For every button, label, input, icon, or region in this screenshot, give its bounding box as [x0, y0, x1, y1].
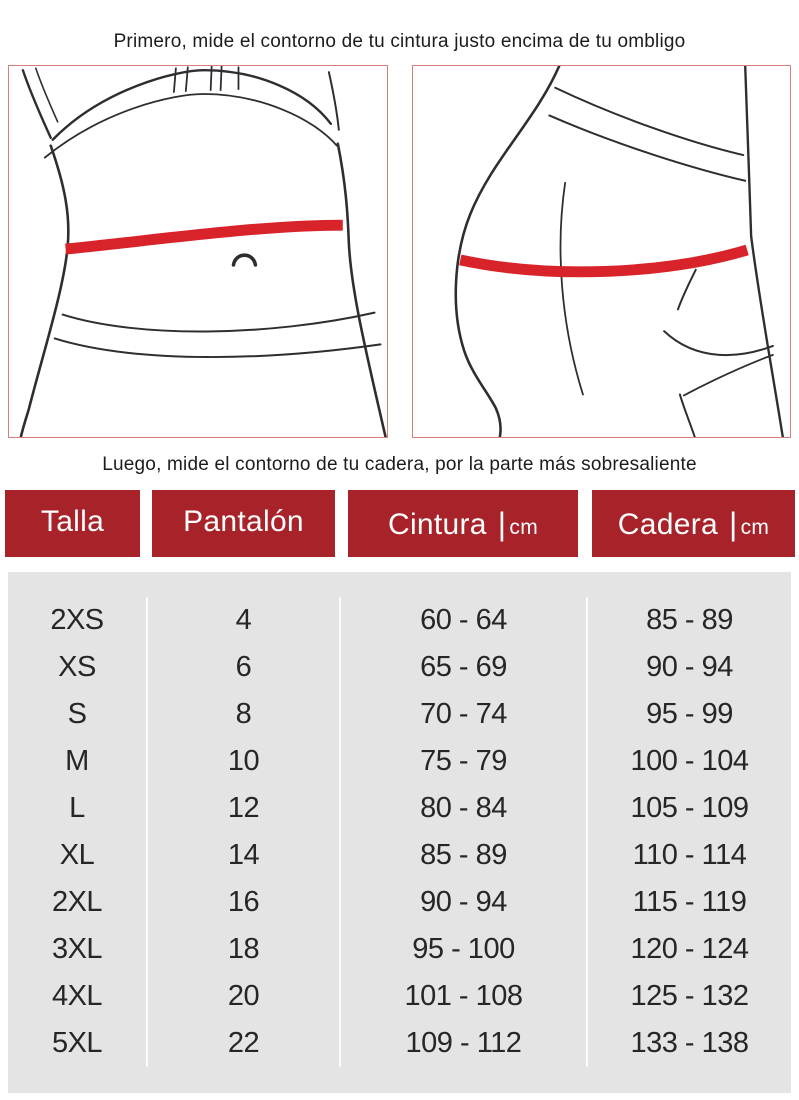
cell-talla: 2XL: [8, 879, 148, 926]
cell-cadera: 90 - 94: [646, 651, 733, 683]
hip-figure-box: [412, 65, 792, 438]
cell-pantalon: 14: [148, 832, 341, 879]
cell-cadera: 115 - 119: [632, 886, 747, 918]
column-header-cintura-unit: cm: [509, 516, 539, 539]
cell-talla: 4XL: [8, 973, 148, 1020]
cell-cadera: 105 - 109: [630, 792, 749, 824]
cell-cintura: 95 - 100: [341, 926, 588, 973]
column-header-talla-label: Talla: [40, 505, 105, 538]
navel-mark: [234, 255, 256, 265]
cell-pantalon: 6: [148, 644, 341, 691]
hip-instruction-text: Luego, mide el contorno de tu cadera, por la parte más sobresaliente: [102, 454, 697, 475]
cell-cadera: 125 - 132: [630, 980, 749, 1012]
cell-talla: 3XL: [8, 926, 148, 973]
cell-talla: 2XS: [8, 597, 148, 644]
cell-cadera: 110 - 114: [632, 839, 747, 871]
cell-cintura: 80 - 84: [341, 785, 588, 832]
cell-pantalon: 16: [148, 879, 341, 926]
cell-talla: M: [8, 738, 148, 785]
cell-cintura: 90 - 94: [341, 879, 588, 926]
cell-cintura: 101 - 108: [341, 973, 588, 1020]
cell-cintura: 75 - 79: [341, 738, 588, 785]
column-header-cintura: [348, 490, 578, 557]
cell-talla: 5XL: [8, 1020, 148, 1067]
cell-cintura: 109 - 112: [341, 1020, 588, 1067]
column-header-pantalon-label: Pantalón: [183, 505, 304, 538]
cell-cintura: 70 - 74: [341, 691, 588, 738]
unit-divider-bar: |: [497, 506, 507, 542]
waist-figure-box: [8, 65, 388, 438]
column-header-cintura-label: Cintura: [387, 508, 487, 541]
column-header-pantalon: [152, 490, 335, 557]
waist-measure-line: [66, 225, 343, 249]
cell-cintura: 85 - 89: [341, 832, 588, 879]
cell-pantalon: 12: [148, 785, 341, 832]
cell-cadera: 133 - 138: [630, 1027, 749, 1059]
column-header-talla: [5, 490, 140, 557]
cell-talla: XL: [8, 832, 148, 879]
cell-cadera: 100 - 104: [630, 745, 749, 777]
cell-pantalon: 8: [148, 691, 341, 738]
column-header-cadera-label: Cadera: [617, 508, 718, 541]
cell-pantalon: 18: [148, 926, 341, 973]
cell-talla: XS: [8, 644, 148, 691]
cell-pantalon: 20: [148, 973, 341, 1020]
size-table-body: [8, 572, 791, 1093]
cell-cintura: 65 - 69: [341, 644, 588, 691]
hip-measure-illustration: [413, 66, 791, 437]
size-table-header: [5, 490, 795, 557]
cell-cadera: 95 - 99: [646, 698, 733, 730]
cell-talla: L: [8, 785, 148, 832]
cell-cadera: 120 - 124: [630, 933, 749, 965]
cell-pantalon: 4: [148, 597, 341, 644]
cell-talla: S: [8, 691, 148, 738]
cell-pantalon: 22: [148, 1020, 341, 1067]
cell-pantalon: 10: [148, 738, 341, 785]
waist-instruction-text: Primero, mide el contorno de tu cintura justo encima de tu ombligo: [113, 31, 686, 52]
unit-divider-bar: |: [728, 506, 738, 542]
measure-figures: [8, 65, 791, 438]
cell-cadera: 85 - 89: [646, 604, 733, 636]
hip-measure-line: [460, 250, 747, 272]
column-header-cadera: [592, 490, 795, 557]
waist-measure-illustration: [9, 66, 387, 437]
cell-cintura: 60 - 64: [341, 597, 588, 644]
column-header-cadera-unit: cm: [740, 516, 770, 539]
